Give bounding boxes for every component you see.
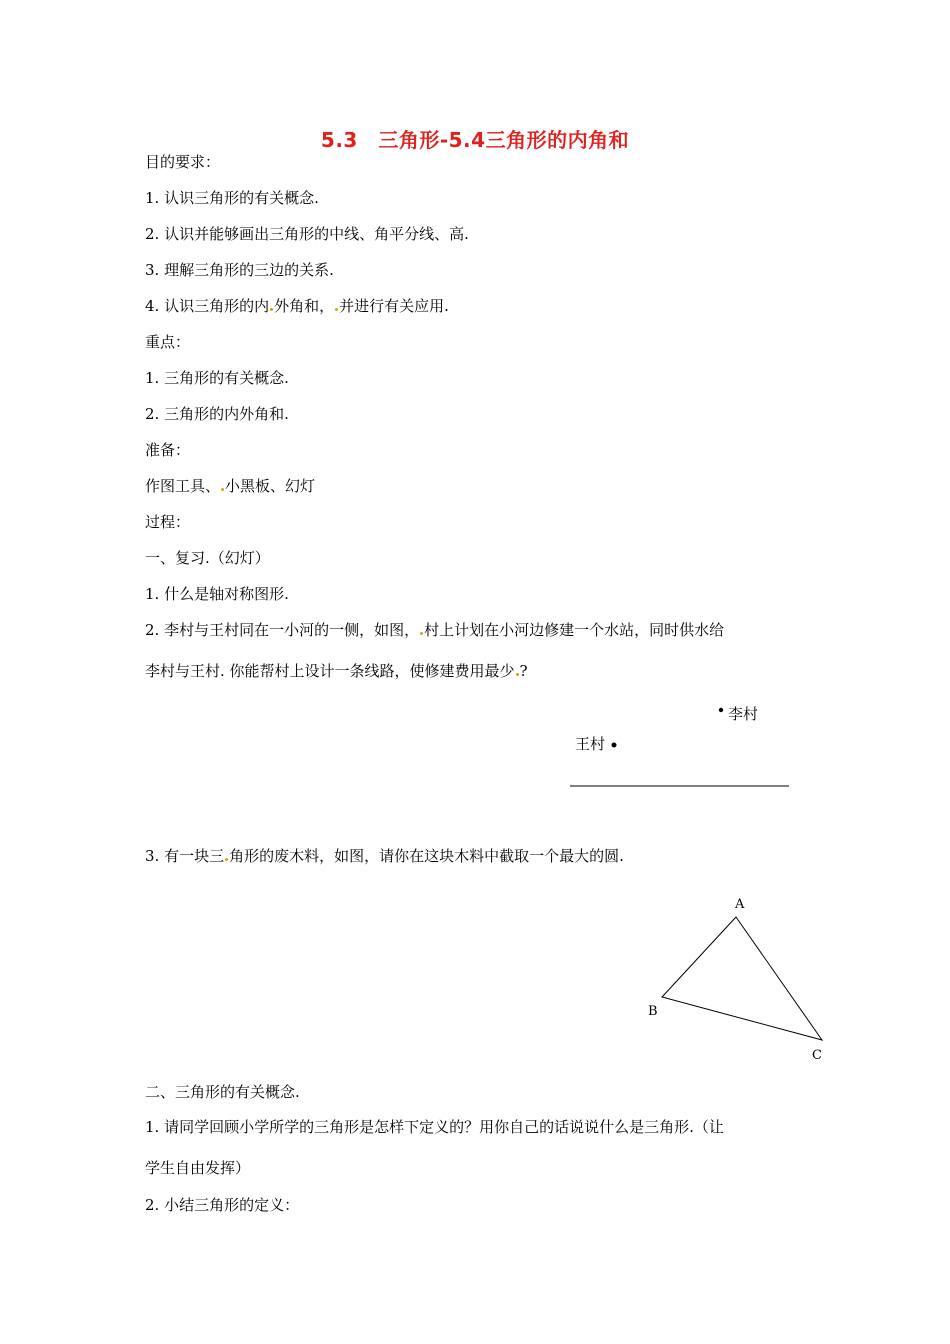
objective-3: 3. 理解三角形的三边的关系.	[145, 261, 334, 279]
vertex-label-c: C	[812, 1048, 822, 1063]
key-point-2: 2. 三角形的内外角和.	[145, 405, 289, 423]
concepts-q1-line1: 1. 请同学回顾小学所学的三角形是怎样下定义的？用你自己的话说说什么是三角形.（让	[145, 1118, 724, 1136]
concepts-q2: 2. 小结三角形的定义：	[145, 1196, 300, 1214]
section-key-points: 重点：	[145, 333, 191, 351]
preparation-part2: 小黑板、幻灯	[225, 477, 316, 495]
label-li-village: 李村	[728, 705, 759, 723]
objective-1: 1. 认识三角形的有关概念.	[145, 189, 319, 207]
objective-2: 2. 认识并能够画出三角形的中线、角平分线、高.	[145, 225, 469, 243]
section-process: 过程：	[145, 513, 191, 531]
key-point-1: 1. 三角形的有关概念.	[145, 369, 289, 387]
objective-4-part3: 并进行有关应用.	[339, 297, 449, 315]
review-q2-part3: 李村与王村. 你能帮村上设计一条线路，使修建费用最少	[145, 662, 515, 680]
section-preparation: 准备：	[145, 441, 191, 459]
label-wang-village: 王村	[575, 735, 606, 753]
review-q3-part1: 3. 有一块三	[145, 847, 225, 865]
review-q2-part4: ?	[519, 662, 528, 680]
vertex-label-a: A	[735, 897, 745, 912]
objective-4-part2: 外角和，	[274, 297, 335, 315]
concepts-heading: 二、三角形的有关概念.	[145, 1083, 300, 1101]
objective-4-part1: 4. 认识三角形的内	[145, 297, 270, 315]
review-q2-part2: 村上计划在小河边修建一个水站，同时供水给	[424, 621, 725, 639]
review-q3-part2: 角形的废木料，如图，请你在这块木料中截取一个最大的圆.	[229, 847, 624, 865]
triangle-abc	[662, 917, 822, 1040]
concepts-q1-line2: 学生自由发挥）	[145, 1159, 251, 1177]
wang-village-point	[612, 743, 617, 748]
page-title: 5.3 三角形-5.4三角形的内角和	[320, 128, 630, 152]
section-objectives: 目的要求：	[145, 153, 221, 171]
review-heading: 一、复习.（幻灯）	[145, 549, 270, 567]
review-q1: 1. 什么是轴对称图形.	[145, 585, 289, 603]
li-village-point	[719, 708, 723, 712]
preparation-part1: 作图工具、	[145, 477, 221, 495]
vertex-label-b: B	[648, 1004, 658, 1019]
review-q2-part1: 2. 李村与王村同在一小河的一侧，如图，	[145, 621, 420, 639]
